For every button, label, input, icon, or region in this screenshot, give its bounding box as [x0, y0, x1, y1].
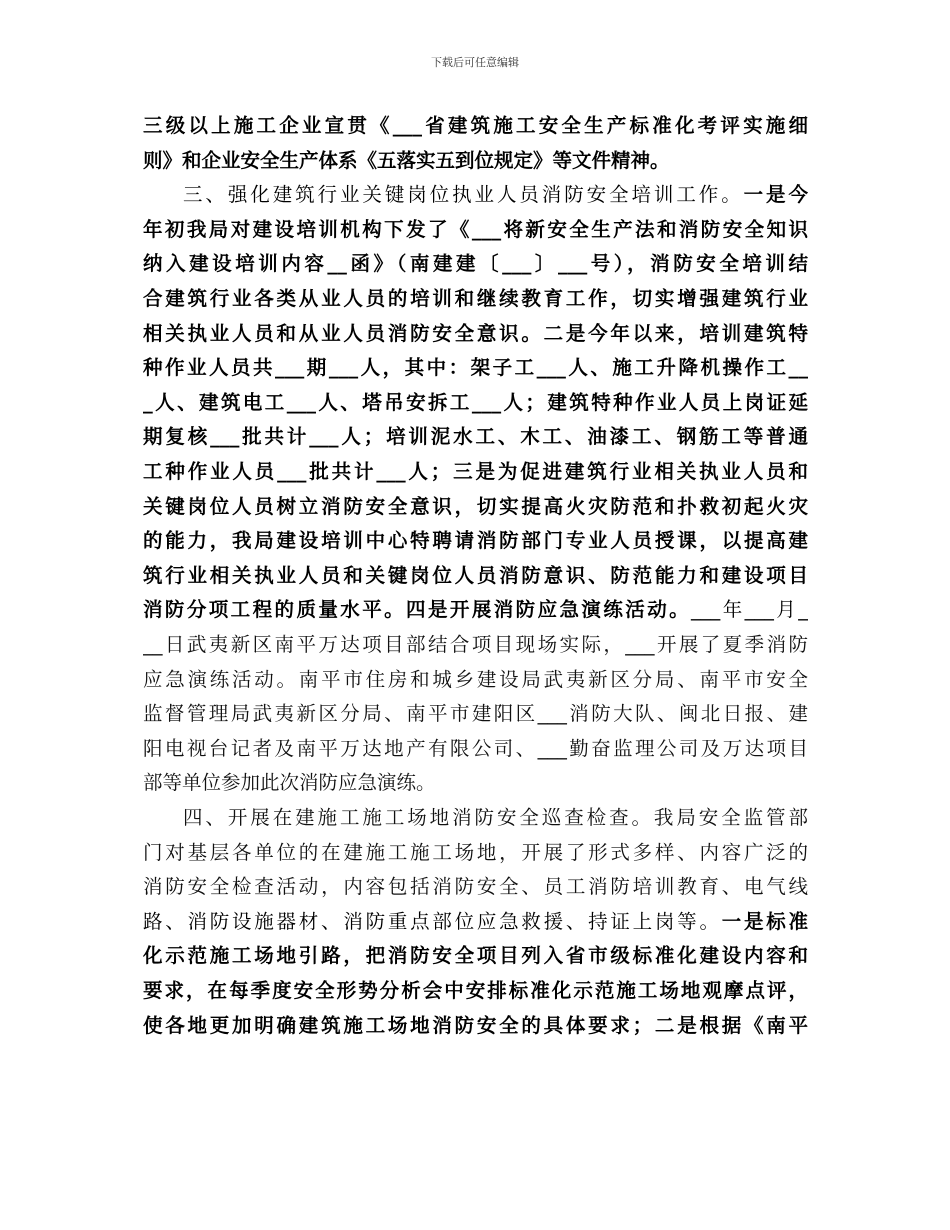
text-line: 筑行业相关执业人员和关键岗位人员消防意识、防范能力和建设项目: [143, 563, 808, 587]
text-line: 年初我局对建设培训机构下发了《___将新安全生产法和消防安全知识: [143, 217, 808, 241]
text-line: 消防安全检查活动，内容包括消防安全、员工消防培训教育、电气线: [143, 875, 808, 899]
text-line: 合建筑行业各类从业人员的培训和继续教育工作，切实增强建筑行业: [143, 287, 808, 310]
text-line: 三级以上施工企业宣贯《___省建筑施工安全生产标准化考评实施细: [143, 114, 808, 137]
text-run: 路、消防设施器材、消防重点部位应急救援、持证上岗等。: [143, 909, 722, 933]
text-run: 一是标准: [721, 909, 808, 933]
text-run: 一是今: [743, 183, 808, 207]
text-line: 则》和企业安全生产体系《五落实五到位规定》等文件精神。: [143, 148, 670, 172]
text-line: 化示范施工场地引路，把消防安全项目列入省市级标准化建设内容和: [143, 944, 808, 968]
text-line: [143, 593, 808, 627]
text-run: ___年___月_: [691, 598, 808, 622]
text-line: __日武夷新区南平万达项目部结合项目现场实际，___开展了夏季消防: [143, 633, 808, 656]
text-line: 相关执业人员和从业人员消防安全意识。二是今年以来，培训建筑特: [143, 321, 808, 345]
text-line: 的能力，我局建设培训中心特聘请消防部门专业人员授课，以提高建: [143, 529, 808, 553]
text-line: 阳电视台记者及南平万达地产有限公司、___勤奋监理公司及万达项目: [143, 736, 808, 760]
text-run: 三、强化建筑行业关键岗位执业人员消防安全培训工作。: [183, 183, 744, 207]
text-line: 门对基层各单位的在建施工施工场地，开展了形式多样、内容广泛的: [143, 840, 808, 864]
text-line: 应急演练活动。南平市住房和城乡建设局武夷新区分局、南平市安全: [143, 667, 808, 691]
text-line: 种作业人员共___期___人，其中：架子工___人、施工升降机操作工__: [143, 356, 808, 380]
text-line: _人、建筑电工___人、塔吊安拆工___人；建筑特种作业人员上岗证延: [143, 390, 808, 414]
text-line: 使各地更加明确建筑施工场地消防安全的具体要求；二是根据《南平: [143, 1013, 808, 1037]
text-line: 四、开展在建施工施工场地消防安全巡查检查。我局安全监管部: [183, 806, 808, 829]
text-line: 要求，在每季度安全形势分析会中安排标准化示范施工场地观摩点评，: [143, 979, 808, 1002]
text-line: 监督管理局武夷新区分局、南平市建阳区___消防大队、闽北日报、建: [143, 702, 808, 726]
text-line: [183, 178, 808, 212]
text-run: 消防分项工程的质量水平。四是开展消防应急演练活动。: [143, 598, 692, 622]
text-line: 期复核___批共计___人；培训泥水工、木工、油漆工、钢筋工等普通: [143, 425, 808, 449]
page-header: 下载后可任意编辑: [431, 56, 519, 69]
text-line: 纳入建设培训内容__函》（南建建〔___〕___号），消防安全培训结: [143, 252, 808, 276]
text-line: 部等单位参加此次消防应急演练。: [143, 771, 436, 795]
text-line: 关键岗位人员树立消防安全意识，切实提高火灾防范和扑救初起火灾: [143, 494, 808, 518]
text-line: 工种作业人员___批共计___人；三是为促进建筑行业相关执业人员和: [143, 460, 808, 483]
text-line: [143, 905, 808, 939]
